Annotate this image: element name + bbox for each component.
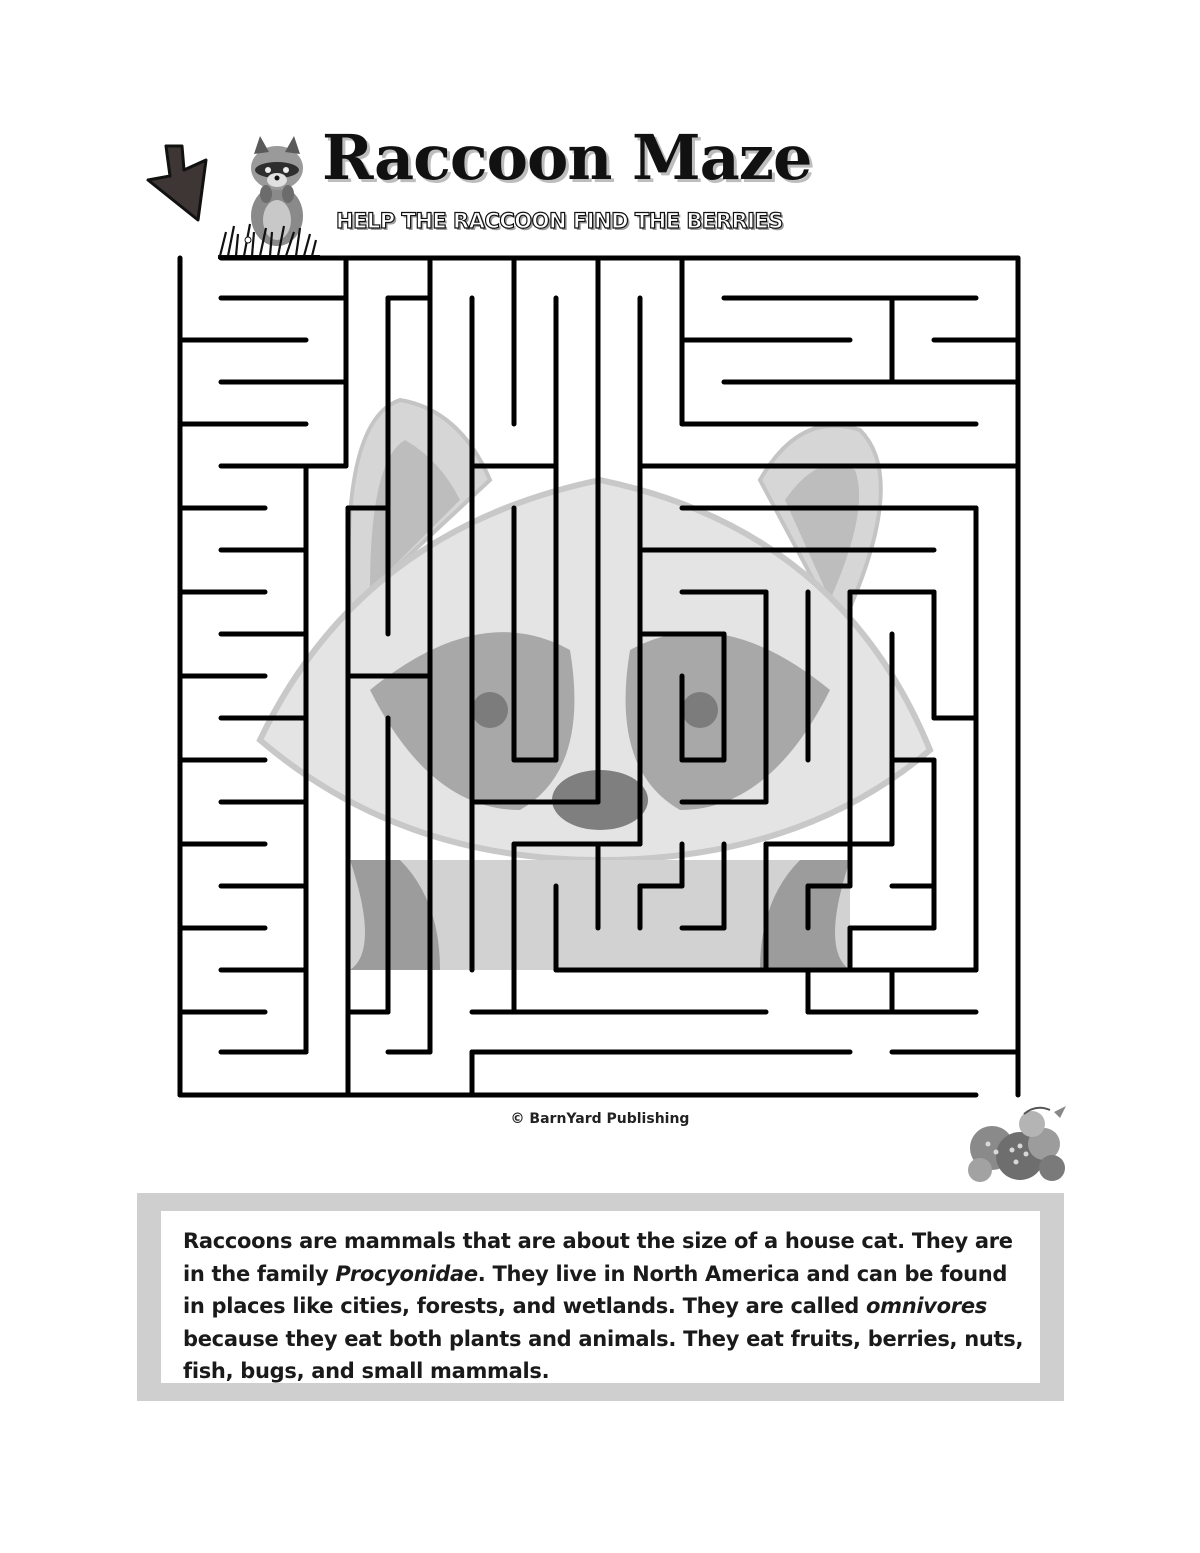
fact-text-part1: Raccoons are mammals that are about the size of a house cat. They are in the family <box>183 1229 1013 1286</box>
fact-box-panel <box>161 1211 1040 1383</box>
fact-paragraph <box>183 1225 1035 1388</box>
fact-text-part3: because they eat both plants and animals. They eat fruits, berries, nuts, fish, bugs, and small mammals. <box>183 1326 1024 1383</box>
fact-family-name: Procyonidae <box>335 1261 478 1286</box>
fact-text-part2: . They live in North America and can be found in places like cities, forests, and wetlands. They are called <box>183 1261 1008 1318</box>
berries-illustration <box>962 1104 1072 1190</box>
page-title: Raccoon Maze <box>322 121 812 194</box>
copyright-notice: © BarnYard Publishing <box>510 1111 690 1127</box>
fact-box <box>137 1193 1064 1401</box>
page-subtitle: HELP THE RACCOON FIND THE BERRIES <box>336 209 783 233</box>
fact-diet-term: omnivores <box>866 1294 987 1318</box>
